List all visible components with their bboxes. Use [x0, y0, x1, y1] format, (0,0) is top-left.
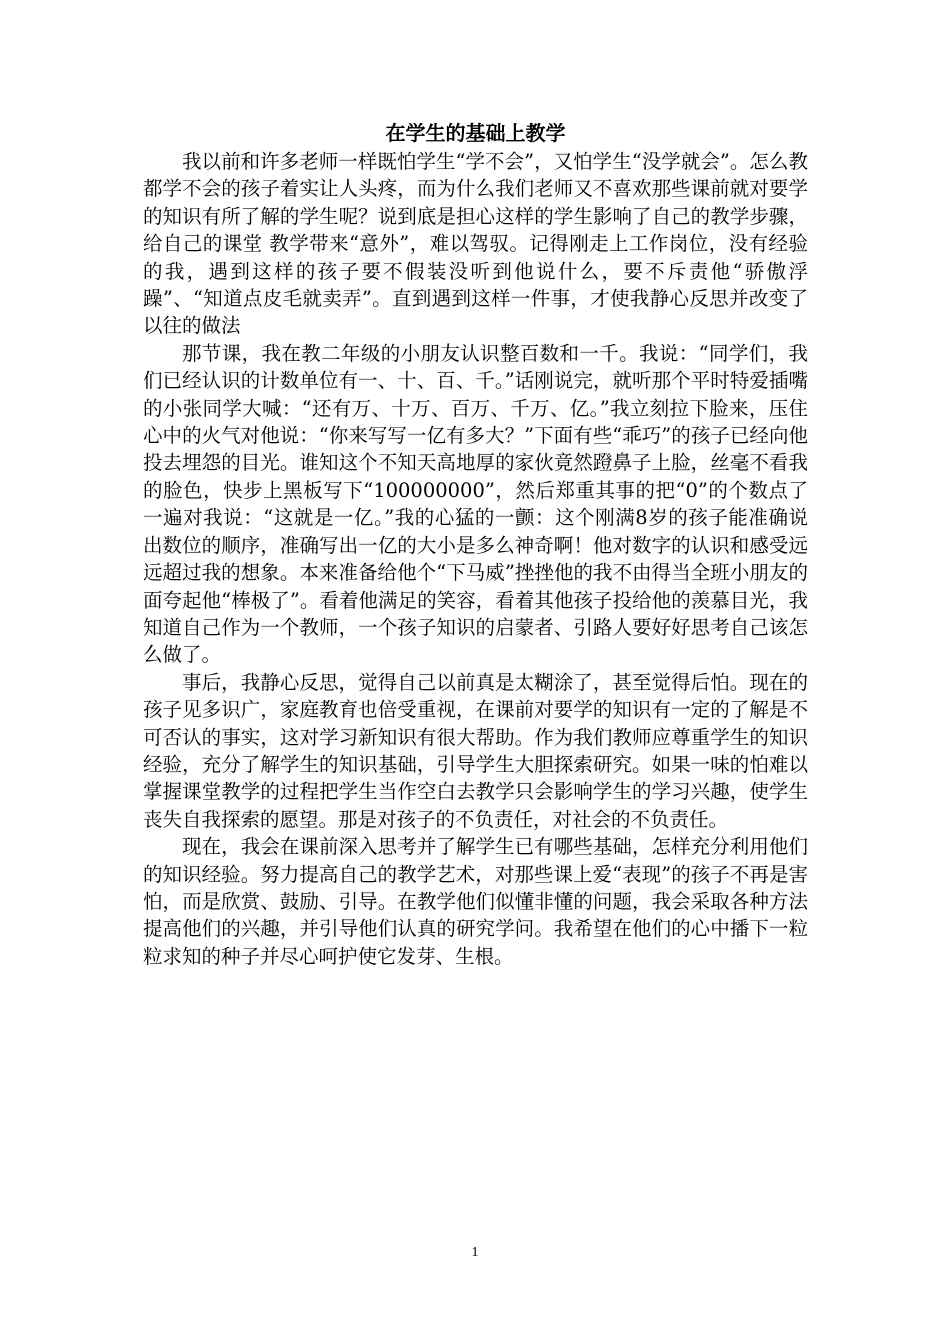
paragraph-3: 事后，我静心反思，觉得自己以前真是太糊涂了，甚至觉得后怕。现在的孩子见多识广，家庭教育也倍受重视，在课前对要学的知识有一定的了解是不可否认的事实，这对学习新知识有很大帮助。作为我们教师应尊重学生的知识经验，充分了解学生的知识基础，引导学生大胆探索研究。如果一味的怕难以掌握课堂教学的过程把学生当作空白去教学只会影响学生的学习兴趣，使学生丧失自我探索的愿望。那是对孩子的不负责任，对社会的不负责任。	[143, 670, 808, 831]
document-title: 在学生的基础上教学	[385, 121, 566, 145]
document-page	[143, 118, 808, 970]
paragraph-2: 那节课，我在教二年级的小朋友认识整百数和一千。我说：“同学们，我们已经认识的计数单位有一、十、百、千。”话刚说完，就听那个平时特爱插嘴的小张同学大喊：“还有万、十万、百万、千万、亿。”我立刻拉下脸来，压住心中的火气对他说：“你来写写一亿有多大？”下面有些“乖巧”的孩子已经向他投去埋怨的目光。谁知这个不知天高地厚的家伙竟然蹬鼻子上脸，丝毫不看我的脸色，快步上黑板写下“100000000”，然后郑重其事的把“0”的个数点了一遍对我说：“这就是一亿。”我的心猛的一颤：这个刚满8岁的孩子能准确说出数位的顺序，准确写出一亿的大小是多么神奇啊！他对数字的认识和感受远远超过我的想象。本来准备给他个“下马威”挫挫他的我不由得当全班小朋友的面夸起他“棒极了”。看着他满足的笑容，看着其他孩子投给他的羡慕目光，我知道自己作为一个教师，一个孩子知识的启蒙者、引路人要好好思考自己该怎么做了。	[143, 341, 808, 667]
document-body	[143, 148, 808, 970]
page-number: 1	[471, 1245, 479, 1260]
paragraph-4: 现在，我会在课前深入思考并了解学生已有哪些基础，怎样充分利用他们的知识经验。努力提高自己的教学艺术，对那些课上爱“表现”的孩子不再是害怕，而是欣赏、鼓励、引导。在教学他们似懂非懂的问题，我会采取各种方法提高他们的兴趣，并引导他们认真的研究学问。我希望在他们的心中播下一粒粒求知的种子并尽心呵护使它发芽、生根。	[143, 835, 808, 968]
paragraph-1: 我以前和许多老师一样既怕学生“学不会”，又怕学生“没学就会”。怎么教都学不会的孩子着实让人头疼，而为什么我们老师又不喜欢那些课前就对要学的知识有所了解的学生呢？说到底是担心这样的学生影响了自己的教学步骤，给自己的课堂 教学带来“意外”，难以驾驭。记得刚走上工作岗位，没有经验的我，遇到这样的孩子要不假装没听到他说什么，要不斥责他“骄傲浮躁”、“知道点皮毛就卖弄”。直到遇到这样一件事，才使我静心反思并改变了以往的做法	[143, 150, 808, 338]
